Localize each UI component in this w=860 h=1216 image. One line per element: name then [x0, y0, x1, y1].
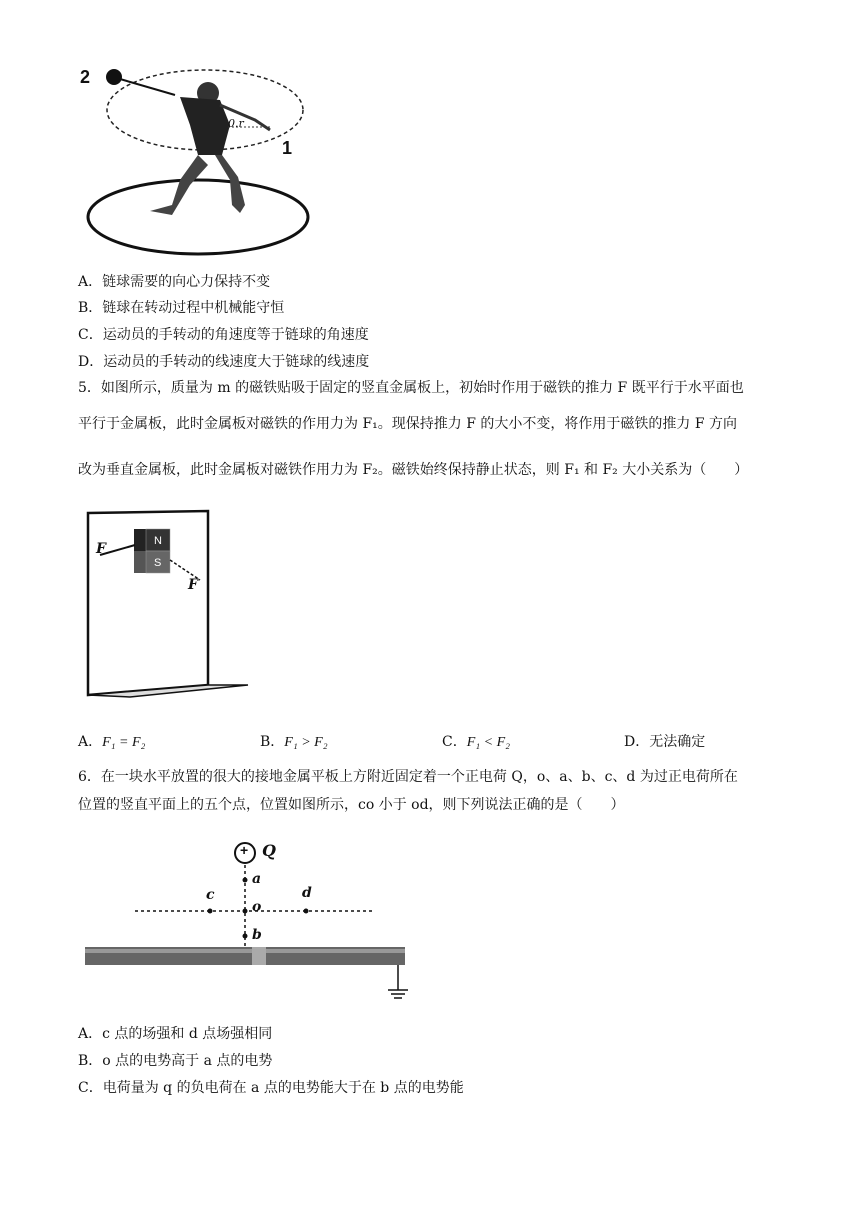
option-text: o 点的电势高于 a 点的电势	[102, 1053, 273, 1069]
option-text: 运动员的手转动的线速度大于链球的线速度	[103, 354, 370, 370]
option-letter: B．	[260, 734, 285, 750]
point-label-a: a	[252, 871, 262, 887]
magnet-n-label: N	[154, 535, 162, 547]
q5-option-a	[78, 732, 145, 753]
charge-plus-sign: +	[240, 842, 249, 858]
option-text: F₁ < F₂	[466, 735, 511, 750]
charge-plate-figure	[80, 835, 420, 1010]
charge-label-q: Q	[262, 841, 276, 860]
option-letter: A．	[78, 734, 103, 750]
magnet-s-label: S	[154, 557, 162, 569]
q6-stem-line-2: 位置的竖直平面上的五个点，位置如图所示，co 小于 od，则下列说法正确的是（ ）	[78, 797, 625, 813]
figure-label-2: 2	[80, 67, 91, 87]
q4-option-c	[78, 325, 369, 345]
option-letter: A．	[78, 1026, 103, 1042]
option-letter: B．	[78, 300, 103, 316]
option-letter: C．	[442, 734, 467, 750]
hammer-throw-figure	[80, 65, 310, 260]
point-label-o: o	[252, 899, 262, 915]
q6-option-a	[78, 1024, 272, 1044]
option-text: c 点的场强和 d 点场强相同	[102, 1026, 273, 1042]
force-label-f: F	[96, 541, 106, 557]
point-label-b: b	[252, 927, 262, 943]
point-label-d: d	[302, 885, 312, 901]
q5-stem-line-1: 5．如图所示，质量为 m 的磁铁贴吸于固定的竖直金属板上，初始时作用于磁铁的推力 F 既平行于水平面也	[78, 380, 744, 396]
force-label-f-dashed: F	[188, 577, 198, 593]
option-letter: D．	[624, 734, 650, 750]
q6-option-c	[78, 1078, 464, 1098]
option-letter: A．	[78, 274, 103, 290]
q4-option-b	[78, 298, 284, 318]
option-text: F₁ > F₂	[284, 735, 328, 750]
option-letter: C．	[78, 327, 103, 343]
q5-stem-line-2: 平行于金属板，此时金属板对磁铁的作用力为 F₁。现保持推力 F 的大小不变，将作用于磁铁的推力 F 方向	[78, 416, 738, 432]
q4-option-a	[78, 272, 270, 292]
q5-stem-line-3: 改为垂直金属板，此时金属板对磁铁作用力为 F₂。磁铁始终保持静止状态，则 F₁ 和 F₂ 大小关系为（ ）	[78, 462, 749, 478]
q5-option-c	[442, 732, 510, 753]
option-letter: B．	[78, 1053, 103, 1069]
figure-label-1: 1	[282, 138, 293, 158]
option-text: 链球需要的向心力保持不变	[102, 274, 271, 290]
magnet-plate-figure	[80, 505, 280, 705]
option-letter: C．	[78, 1080, 103, 1096]
q4-option-d	[78, 352, 369, 372]
option-text: 无法确定	[649, 734, 706, 750]
q5-option-d	[624, 732, 705, 752]
point-label-c: c	[206, 887, 215, 903]
option-text: 链球在转动过程中机械能守恒	[102, 300, 285, 316]
option-text: F₁ = F₂	[102, 735, 146, 750]
option-text: 电荷量为 q 的负电荷在 a 点的电势能大于在 b 点的电势能	[102, 1080, 464, 1096]
option-text: 运动员的手转动的角速度等于链球的角速度	[102, 327, 369, 343]
q6-option-b	[78, 1051, 272, 1071]
q6-stem-line-1: 6．在一块水平放置的很大的接地金属平板上方附近固定着一个正电荷 Q，o、a、b、c、d 为过正电荷所在	[78, 769, 738, 785]
q5-option-b	[260, 732, 328, 753]
option-letter: D．	[78, 354, 104, 370]
figure-angle-label: 0.r	[228, 117, 244, 130]
